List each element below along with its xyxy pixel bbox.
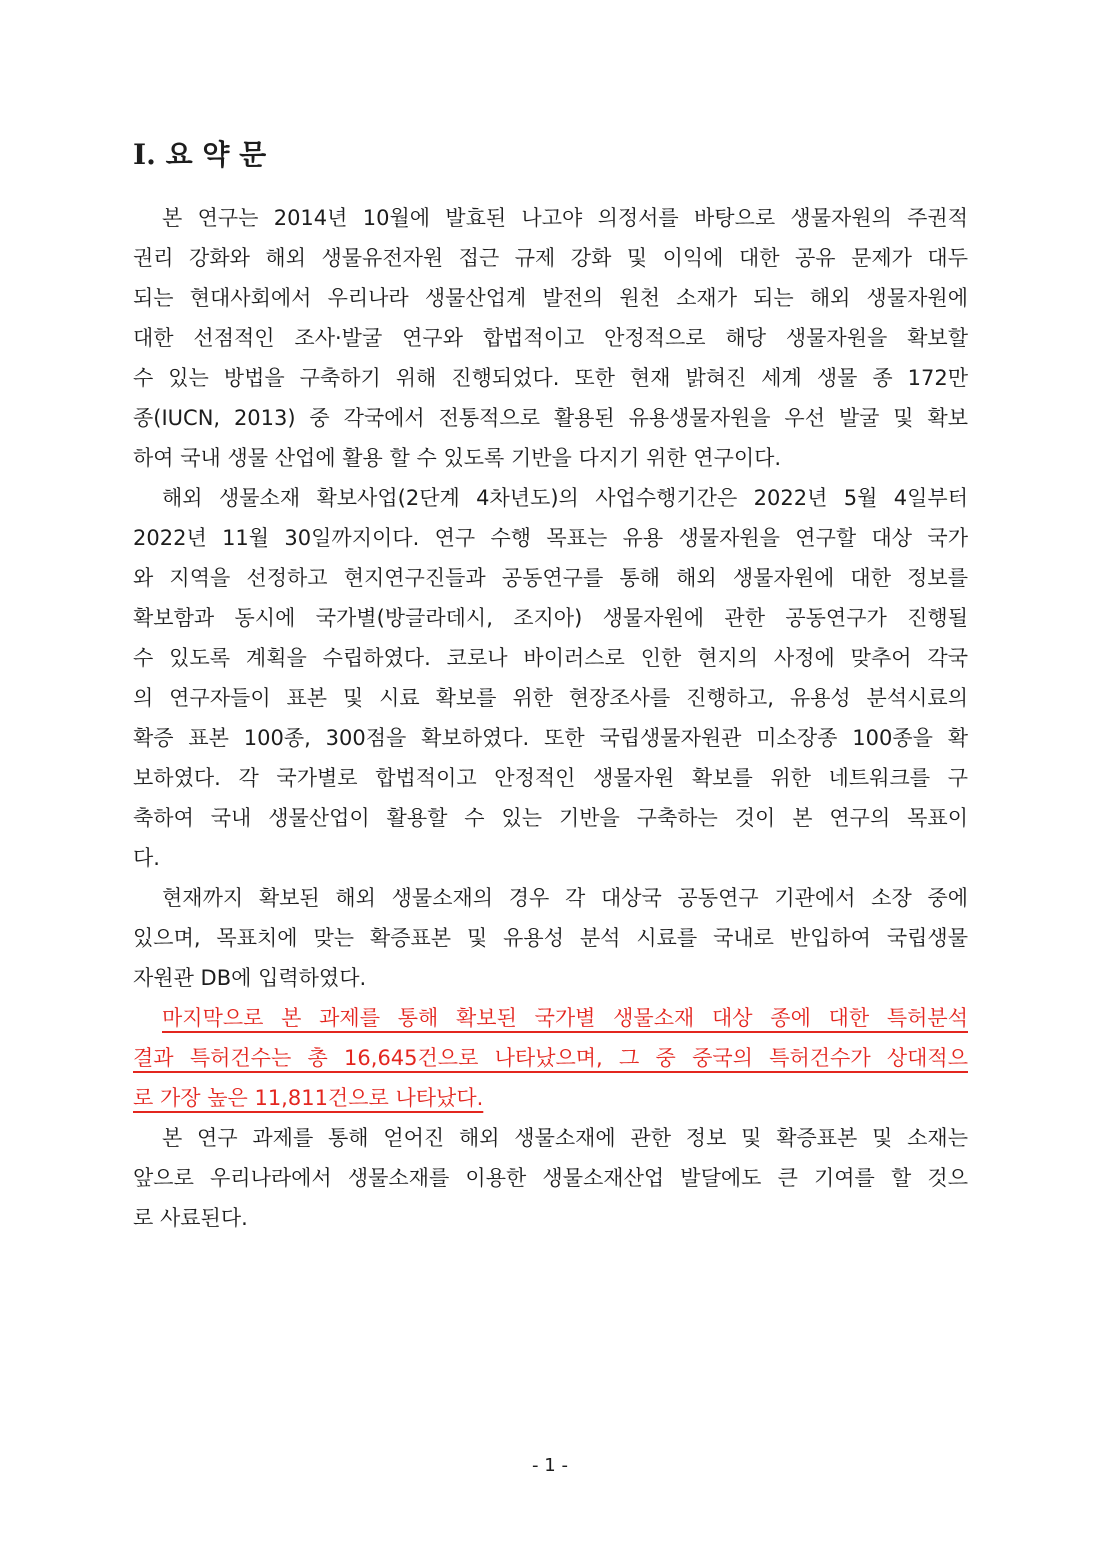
text-line: 본 연구 과제를 통해 얻어진 해외 생물소재에 관한 정보 및 확증표본 및 소재는: [162, 1126, 968, 1150]
highlighted-text-line: 로 가장 높은 11,811건으로 나타났다.: [133, 1086, 484, 1110]
text-line: 권리 강화와 해외 생물유전자원 접근 규제 강화 및 이익에 대한 공유 문제가 대두: [133, 246, 968, 270]
text-line: 의 연구자들이 표본 및 시료 확보를 위한 현장조사를 진행하고, 유용성 분석시료의: [133, 686, 968, 710]
page-number: - 1 -: [532, 1455, 568, 1476]
text-line: 확보함과 동시에 국가별(방글라데시, 조지아) 생물자원에 관한 공동연구가 진행될: [133, 606, 968, 630]
text-line: 종(IUCN, 2013) 중 각국에서 전통적으로 활용된 유용생물자원을 우선 발굴 및 확보: [133, 406, 968, 430]
text-line: 2022년 11월 30일까지이다. 연구 수행 목표는 유용 생물자원을 연구할 대상 국가: [133, 526, 968, 550]
text-line: 대한 선점적인 조사·발굴 연구와 합법적이고 안정적으로 해당 생물자원을 확보할: [133, 326, 968, 350]
text-line: 다.: [133, 846, 160, 870]
highlighted-text-line: 결과 특허건수는 총 16,645건으로 나타났으며, 그 중 중국의 특허건수가 상대적으: [133, 1046, 968, 1070]
paragraph-3: [133, 878, 968, 998]
text-line: 현재까지 확보된 해외 생물소재의 경우 각 대상국 공동연구 기관에서 소장 중에: [162, 886, 968, 910]
highlighted-paragraph: [133, 998, 968, 1118]
highlighted-text-line: 마지막으로 본 과제를 통해 확보된 국가별 생물소재 대상 종에 대한 특허분석: [162, 1006, 968, 1030]
paragraph-1: [133, 198, 968, 478]
text-line: 되는 현대사회에서 우리나라 생물산업계 발전의 원천 소재가 되는 해외 생물자원에: [133, 286, 968, 310]
text-line: 와 지역을 선정하고 현지연구진들과 공동연구를 통해 해외 생물자원에 대한 정보를: [133, 566, 968, 590]
text-line: 자원관 DB에 입력하였다.: [133, 966, 367, 990]
paragraph-5: [133, 1118, 968, 1238]
text-line: 보하였다. 각 국가별로 합법적이고 안정적인 생물자원 확보를 위한 네트워크를 구: [133, 766, 968, 790]
summary-body: [133, 198, 968, 1238]
paragraph-2: [133, 478, 968, 878]
text-line: 로 사료된다.: [133, 1206, 248, 1230]
text-line: 하여 국내 생물 산업에 활용 할 수 있도록 기반을 다지기 위한 연구이다.: [133, 446, 782, 470]
text-line: 있으며, 목표치에 맞는 확증표본 및 유용성 분석 시료를 국내로 반입하여 국립생물: [133, 926, 968, 950]
text-line: 본 연구는 2014년 10월에 발효된 나고야 의정서를 바탕으로 생물자원의 주권적: [162, 206, 968, 230]
text-line: 축하여 국내 생물산업이 활용할 수 있는 기반을 구축하는 것이 본 연구의 목표이: [133, 806, 968, 830]
section-title: I. 요 약 문: [133, 138, 267, 171]
text-line: 수 있는 방법을 구축하기 위해 진행되었다. 또한 현재 밝혀진 세계 생물 종 172만: [133, 366, 968, 390]
text-line: 확증 표본 100종, 300점을 확보하였다. 또한 국립생물자원관 미소장종 100종을 확: [133, 726, 968, 750]
text-line: 앞으로 우리나라에서 생물소재를 이용한 생물소재산업 발달에도 큰 기여를 할 것으: [133, 1166, 968, 1190]
text-line: 수 있도록 계획을 수립하였다. 코로나 바이러스로 인한 현지의 사정에 맞추어 각국: [133, 646, 968, 670]
text-line: 해외 생물소재 확보사업(2단계 4차년도)의 사업수행기간은 2022년 5월 4일부터: [162, 486, 968, 510]
